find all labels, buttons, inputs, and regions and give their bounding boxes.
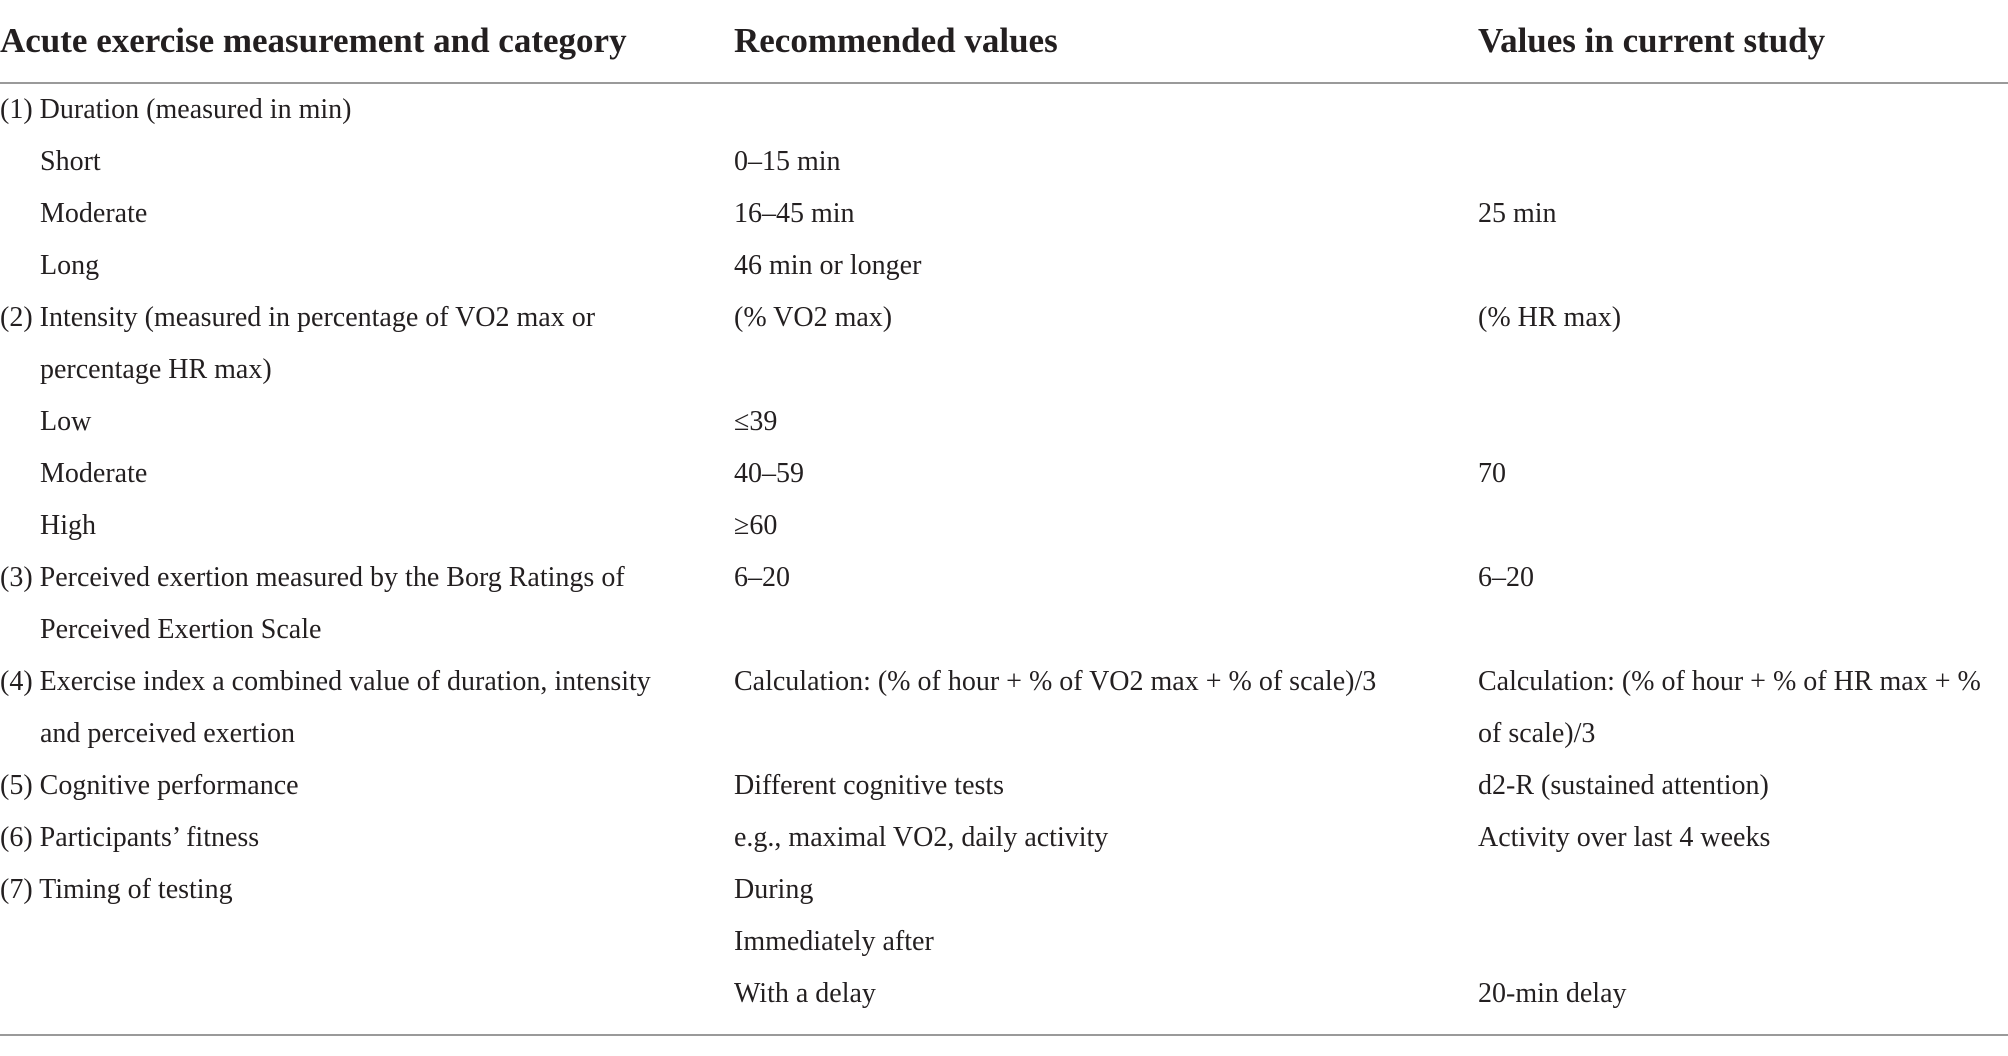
- cell-measurement-category: Low: [40, 406, 92, 437]
- table-row: [0, 344, 2008, 396]
- table-row: [0, 968, 2008, 1035]
- header-row: [0, 0, 2008, 83]
- cell-current-study-value: [1478, 500, 2008, 552]
- cell-measurement-category: and perceived exertion: [40, 718, 295, 749]
- table-row: [0, 812, 2008, 864]
- table-row: [0, 83, 2008, 136]
- cell-measurement-category: (7) Timing of testing: [0, 874, 233, 905]
- cell-current-study-value: 25 min: [1478, 198, 1557, 229]
- cell-recommended-value: (% VO2 max): [734, 302, 893, 333]
- table-row: [0, 500, 2008, 552]
- cell-recommended-value: 40–59: [734, 458, 804, 489]
- cell-measurement-category: (5) Cognitive performance: [0, 770, 299, 801]
- cell-current-study-value: [1478, 916, 2008, 968]
- table-row: [0, 188, 2008, 240]
- cell-recommended-value: During: [734, 874, 814, 905]
- cell-measurement-category: Moderate: [40, 458, 148, 489]
- table-row: [0, 136, 2008, 188]
- table-row: [0, 396, 2008, 448]
- cell-current-study-value: [1478, 240, 2008, 292]
- cell-recommended-value: e.g., maximal VO2, daily activity: [734, 822, 1109, 853]
- cell-current-study-value: 20-min delay: [1478, 968, 2008, 1035]
- cell-measurement-category: High: [40, 510, 96, 541]
- cell-current-study-value: [1478, 136, 2008, 188]
- cell-current-study-value: (% HR max): [1478, 302, 1622, 333]
- table-row: [0, 552, 2008, 604]
- cell-measurement-category: Moderate: [40, 198, 148, 229]
- cell-current-study-value: of scale)/3: [1478, 718, 1596, 749]
- cell-recommended-value: [734, 604, 1478, 656]
- cell-recommended-value: Different cognitive tests: [734, 770, 1005, 801]
- table-row: [0, 656, 2008, 708]
- cell-measurement-category: (4) Exercise index a combined value of duration, intensity: [0, 666, 651, 697]
- cell-current-study-value: [1478, 396, 2008, 448]
- cell-measurement-category: (6) Participants’ fitness: [0, 822, 260, 853]
- table-row: [0, 448, 2008, 500]
- cell-measurement-category: percentage HR max): [40, 354, 272, 385]
- header-recommended-values: Recommended values: [734, 0, 1478, 83]
- table-row: [0, 292, 2008, 344]
- cell-recommended-value: 16–45 min: [734, 198, 855, 229]
- cell-current-study-value: [1478, 83, 2008, 136]
- header-current-study-values: Values in current study: [1478, 0, 2008, 83]
- cell-recommended-value: ≤39: [734, 406, 778, 437]
- table-header: [0, 0, 2008, 83]
- cell-measurement-category: Long: [40, 250, 100, 281]
- cell-recommended-value: 6–20: [734, 562, 790, 593]
- cell-current-study-value: [1478, 604, 2008, 656]
- table-body: [0, 83, 2008, 1035]
- cell-measurement-category: (3) Perceived exertion measured by the Borg Ratings of: [0, 562, 625, 593]
- cell-current-study-value: d2-R (sustained attention): [1478, 770, 1769, 801]
- cell-current-study-value: Calculation: (% of hour + % of HR max + %: [1478, 666, 1981, 697]
- cell-current-study-value: Activity over last 4 weeks: [1478, 822, 1771, 853]
- cell-measurement-category: [0, 968, 734, 1035]
- cell-measurement-category: Short: [40, 146, 101, 177]
- cell-current-study-value: 70: [1478, 458, 1506, 489]
- cell-measurement-category: [0, 916, 734, 968]
- table-row: [0, 240, 2008, 292]
- cell-current-study-value: [1478, 344, 2008, 396]
- cell-current-study-value: 6–20: [1478, 562, 1534, 593]
- cell-recommended-value: [734, 83, 1478, 136]
- cell-recommended-value: 0–15 min: [734, 146, 841, 177]
- table-row: [0, 708, 2008, 760]
- table-row: [0, 864, 2008, 916]
- table-row: [0, 760, 2008, 812]
- table-row: [0, 604, 2008, 656]
- table-row: [0, 916, 2008, 968]
- cell-current-study-value: [1478, 864, 2008, 916]
- cell-recommended-value: [734, 708, 1478, 760]
- cell-recommended-value: Calculation: (% of hour + % of VO2 max + % of scale)/3: [734, 666, 1377, 697]
- cell-measurement-category: Perceived Exertion Scale: [40, 614, 322, 645]
- cell-measurement-category: (2) Intensity (measured in percentage of VO2 max or: [0, 302, 596, 333]
- cell-recommended-value: 46 min or longer: [734, 250, 922, 281]
- cell-recommended-value: [734, 344, 1478, 396]
- cell-recommended-value: Immediately after: [734, 926, 934, 957]
- cell-recommended-value: With a delay: [734, 968, 1478, 1035]
- header-measurement-category: Acute exercise measurement and category: [0, 0, 734, 83]
- cell-measurement-category: (1) Duration (measured in min): [0, 94, 352, 125]
- cell-recommended-value: ≥60: [734, 510, 778, 541]
